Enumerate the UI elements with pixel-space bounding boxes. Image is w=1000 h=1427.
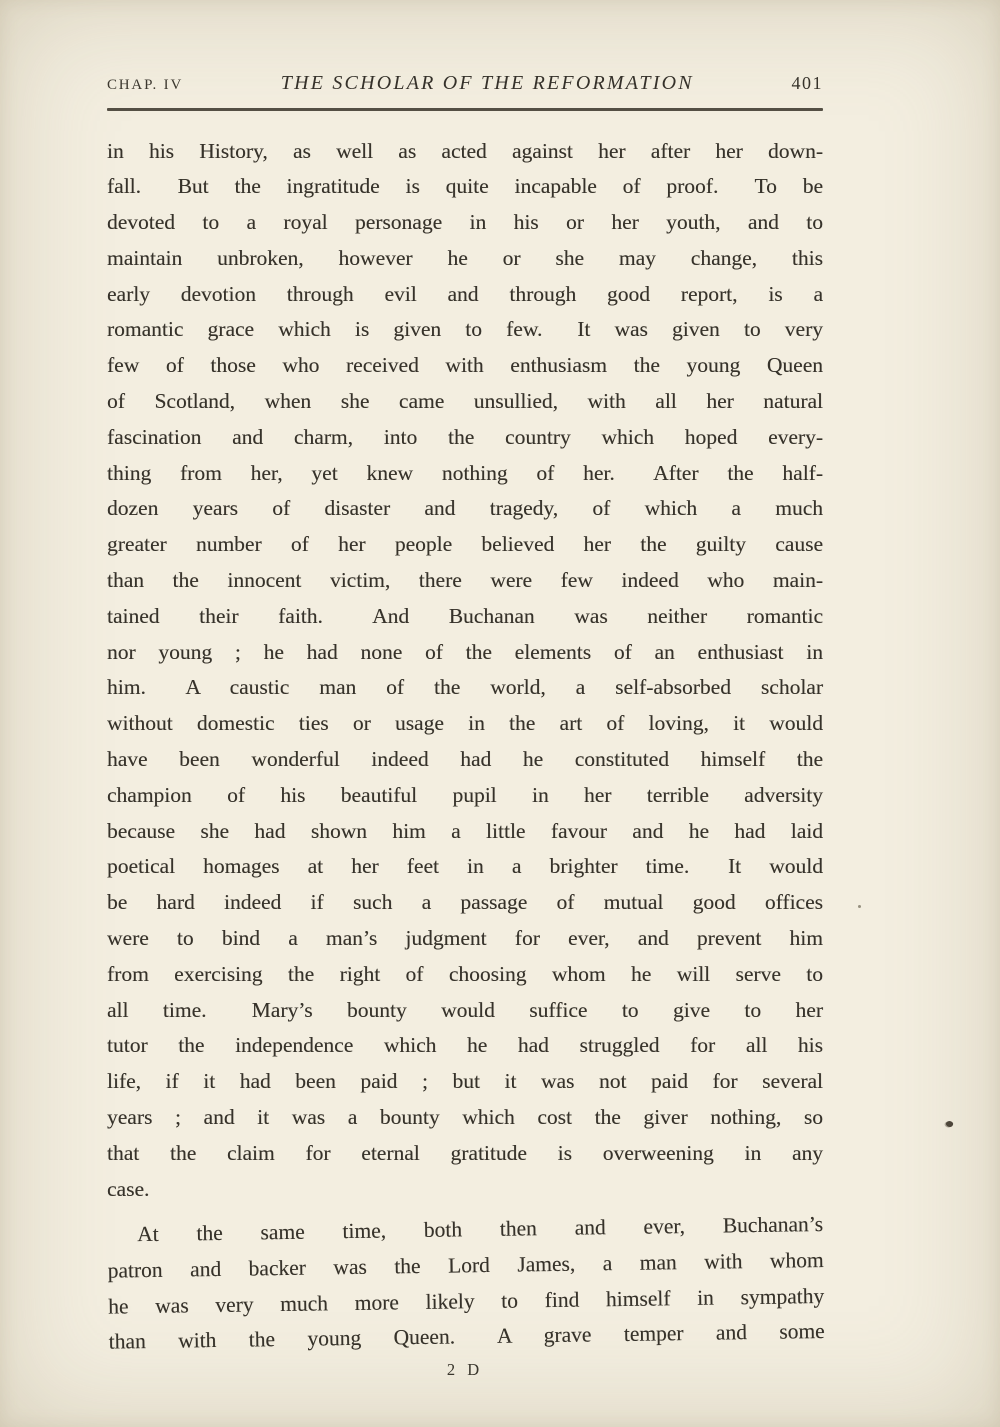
- text-line: fascination and charm, into the country which hoped every-: [107, 424, 823, 449]
- text-line: tutor the independence which he had struggled for all his: [107, 1033, 823, 1058]
- text-line: At the same time, both then and ever, Buchanan’s: [136, 1212, 824, 1247]
- text-line: be hard indeed if such a passage of mutual good offices: [107, 890, 823, 915]
- text-line: he was very much more likely to find himself in sympathy: [108, 1283, 825, 1319]
- paragraph: [107, 1207, 825, 1361]
- text-line: life, if it had been paid ; but it was not paid for several: [107, 1069, 823, 1094]
- chapter-label: CHAP. IV: [107, 77, 184, 93]
- page-body: [107, 134, 825, 1355]
- text-line: nor young ; he had none of the elements of an enthusiast in: [107, 639, 823, 664]
- text-line: romantic grace which is given to few. It was given to very: [107, 317, 823, 342]
- page-number: 401: [791, 73, 823, 93]
- text-line: dozen years of disaster and tragedy, of which a much: [107, 496, 823, 521]
- running-title: THE SCHOLAR OF THE REFORMATION: [280, 72, 694, 94]
- text-line: because she had shown him a little favour and he had laid: [107, 818, 823, 843]
- text-line: than with the young Queen. A grave temper and some: [108, 1319, 825, 1355]
- text-line: years ; and it was a bounty which cost the giver nothing, so: [107, 1105, 823, 1130]
- text-line: poetical homages at her feet in a brighter time. It would: [107, 854, 823, 879]
- header-rule: [107, 108, 823, 111]
- text-line: have been wonderful indeed had he constituted himself the: [107, 747, 823, 772]
- text-line: fall. But the ingratitude is quite incapable of proof. To be: [107, 174, 823, 199]
- text-line: few of those who received with enthusiasm the young Queen: [107, 353, 823, 378]
- text-line: case.: [107, 1176, 150, 1201]
- text-line: from exercising the right of choosing whom he will serve to: [107, 961, 823, 986]
- text-line: that the claim for eternal gratitude is overweening in any: [107, 1140, 823, 1165]
- text-line: all time. Mary’s bounty would suffice to give to her: [107, 997, 823, 1022]
- text-line: greater number of her people believed her the guilty cause: [107, 532, 823, 557]
- text-line: patron and backer was the Lord James, a man with whom: [107, 1248, 824, 1283]
- text-line: than the innocent victim, there were few indeed who main-: [107, 568, 823, 593]
- text-line: in his History, as well as acted against her after her down-: [107, 138, 823, 163]
- signature-mark: 2 D: [446, 1360, 484, 1379]
- page-content: [107, 72, 825, 1355]
- text-line: tained their faith. And Buchanan was neither romantic: [107, 603, 823, 628]
- text-line: of Scotland, when she came unsullied, with all her natural: [107, 389, 823, 414]
- text-line: champion of his beautiful pupil in her terrible adversity: [107, 782, 823, 807]
- dot-artifact: [858, 905, 861, 908]
- text-line: without domestic ties or usage in the art of loving, it would: [107, 711, 823, 736]
- text-line: thing from her, yet knew nothing of her. After the half-: [107, 460, 823, 485]
- ink-speck-artifact: [945, 1120, 954, 1128]
- text-line: early devotion through evil and through good report, is a: [107, 281, 823, 306]
- text-line: maintain unbroken, however he or she may change, this: [107, 245, 823, 270]
- text-line: devoted to a royal personage in his or her youth, and to: [107, 210, 823, 235]
- text-line: him. A caustic man of the world, a self-absorbed scholar: [107, 675, 823, 700]
- paragraph: [107, 134, 823, 1208]
- page-header: [107, 72, 823, 95]
- text-line: were to bind a man’s judgment for ever, and prevent him: [107, 926, 823, 951]
